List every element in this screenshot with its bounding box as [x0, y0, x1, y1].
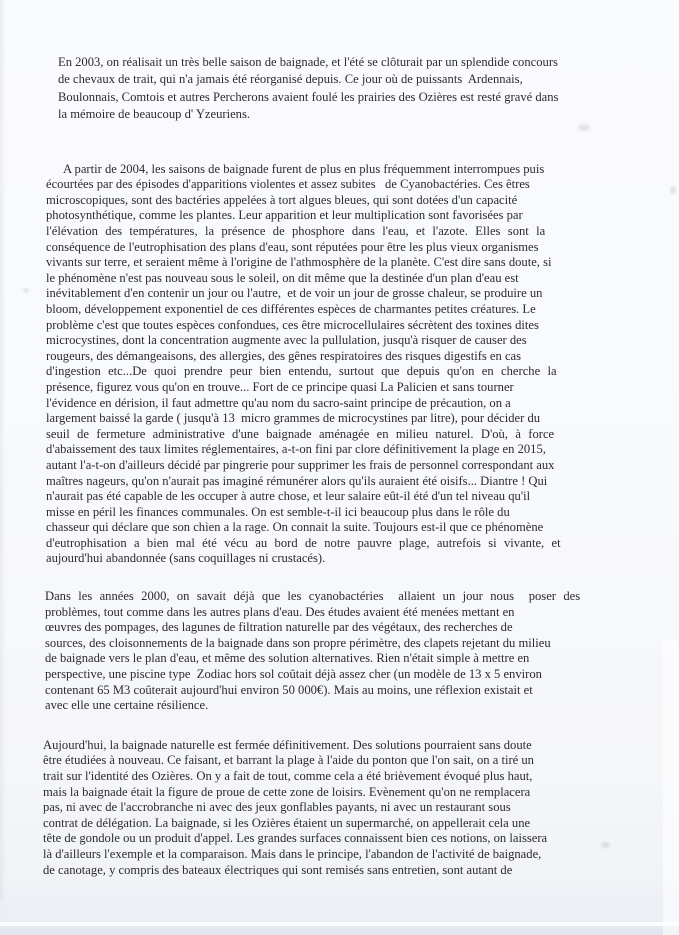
text-line: photosynthétique, comme les plantes. Leur apparition et leur multiplication sont favorisées par — [46, 208, 523, 223]
text-line: l'élévation des températures, la présence de phosphore dans l'eau, et l'azote. Elles sont la — [46, 224, 546, 238]
scan-right-edge-light — [663, 640, 679, 935]
text-line: d'ingestion etc...De quoi prendre peur bien entendu, surtout que depuis qu'on en cherche la — [46, 364, 557, 379]
text-line: avec elle une certaine résilience. — [45, 698, 209, 713]
text-line: inévitablement d'en contenir un jour ou l'autre, et de voir un jour de grosse chaleur, se produire un — [46, 286, 543, 301]
text-line: sources, des cloisonnements de la baignade dans son propre périmètre, des clapets rejetant du milieu — [45, 635, 551, 650]
paragraph-p2 — [46, 162, 637, 567]
document-text — [45, 54, 637, 878]
text-line: d'abaissement des taux limites réglementaires, a-t-on fini par clore définitivement la plage en 2015, — [46, 442, 546, 457]
text-line: bloom, développement exponentiel de ces différentes espèces de charmantes petites créatures. Le — [46, 301, 536, 316]
text-line: de canotage, y compris des bateaux électriques qui sont remisés sans entretien, sont autant de — [43, 862, 513, 877]
text-line: le phénomène n'est pas nouveau sous le soleil, on dit même que la destinée d'un plan d'eau est — [46, 270, 519, 285]
text-line: là d'ailleurs l'exemple et la comparaison. Mais dans le principe, l'abandon de l'activité de baignade, — [43, 846, 542, 861]
text-line: problème c'est que toutes espèces confondues, ces être microcellulaires sécrètent des toxines dites — [46, 317, 539, 332]
scan-smudge — [670, 186, 676, 194]
paragraph-p3 — [45, 589, 637, 714]
text-line: maîtres nageurs, qu'on n'aurait pas imaginé rémunérer alors qu'ils auraient été oisifs... Diantre ! Qui — [46, 473, 548, 488]
text-line: présence, figurez vous qu'on en trouve... Fort de ce principe quasi La Palicien et sans tourner — [46, 379, 514, 394]
text-line: microcystines, dont la concentration augmente avec la pullulation, jusqu'à risquer de causer des — [46, 333, 527, 348]
text-line: contrat de délégation. La baignade, si les Ozières étaient un supermarché, on appellerait cela une — [43, 815, 531, 830]
paragraph-p1 — [58, 54, 637, 124]
text-line: d'eutrophisation a bien mal été vécu au bord de notre pauvre plage, autrefois si vivante, et — [46, 535, 561, 550]
text-line: trait sur l'identité des Ozières. On y a fait de tout, comme cela a été brièvement évoqué plus haut, — [43, 769, 533, 783]
text-line: chasseur qui déclare que son chien a la rage. On connait la suite. Toujours est-il que ce phénomène — [46, 520, 544, 535]
text-line: de baignade vers le plan d'eau, et même des solution alternatives. Rien n'était simple à mettre en — [45, 651, 530, 666]
text-line: conséquence de l'eutrophisation des plans d'eau, sont réputées pour être les plus vieux organismes — [46, 239, 539, 254]
scan-bottom-edge — [0, 926, 679, 935]
text-line: la mémoire de beaucoup d' Yzeuriens. — [58, 107, 251, 122]
text-line: contenant 65 M3 coûterait aujourd'hui environ 50 000€). Mais au moins, une réflexion existait et — [45, 682, 533, 697]
text-line: autant l'a-t-on d'ailleurs décidé par pingrerie pour supprimer les frais de personnel correspondant aux — [46, 457, 555, 472]
text-line: Boulonnais, Comtois et autres Percherons avaient foulé les prairies des Ozières est resté gravé dans — [58, 89, 559, 104]
scan-bottom-band — [0, 900, 679, 922]
scan-smudge — [578, 124, 590, 131]
text-line: A partir de 2004, les saisons de baignade furent de plus en plus fréquemment interrompues puis — [63, 161, 545, 176]
text-line: pas, ni avec de l'accrobranche ni avec des jeux gonflables payants, ni avec un restaurant sous — [43, 800, 511, 815]
text-line: tête de gondole ou un produit d'appel. Les grandes surfaces connaissent bien ces notions, on laissera — [43, 831, 548, 846]
text-line: problèmes, tout comme dans les autres plans d'eau. Des études avaient été menées mettant en — [45, 604, 515, 619]
text-line: Aujourd'hui, la baignade naturelle est fermée définitivement. Des solutions pourraient sans doute — [43, 737, 532, 752]
text-line: écourtées par des épisodes d'apparitions violentes et assez subites de Cyanobactéries. Ces êtres — [46, 177, 530, 192]
text-line: mais la baignade était la figure de proue de cette zone de loisirs. Evènement qu'on ne remplacera — [43, 784, 531, 799]
text-line: aujourd'hui abandonnée (sans coquillages ni crustacés). — [46, 551, 326, 566]
text-line: microscopiques, sont des bactéries appelées à tort algues bleues, qui sont dotées d'un capacité — [46, 192, 518, 207]
scan-left-edge-shade — [0, 0, 6, 935]
text-line: Dans les années 2000, on savait déjà que les cyanobactéries allaient un jour nous poser des — [45, 589, 581, 604]
text-line: vivants sur terre, et seraient même à l'origine de l'athmosphère de la planète. C'est dire sans doute, si — [46, 255, 552, 270]
text-line: seuil de fermeture administrative d'une baignade aménagée en milieu naturel. D'où, à force — [46, 426, 555, 441]
text-line: largement baissé la garde ( jusqu'à 13 micro grammes de microcystines par litre), pour décider du — [46, 411, 541, 426]
text-line: rougeurs, des démangeaisons, des allergies, des gênes respiratoires des risques digestifs en cas — [46, 348, 522, 363]
scan-smudge — [23, 288, 29, 293]
paragraph-p4 — [43, 738, 637, 878]
scan-smudge — [601, 842, 610, 848]
text-line: misse en péril les finances communales. On est semble-t-il ici beaucoup plus dans le rôle du — [46, 504, 510, 519]
text-line: perspective, une piscine type Zodiac hors sol coûtait déjà assez cher (un modèle de 13 x 5 environ — [45, 667, 542, 682]
text-line: l'évidence en dérision, il faut admettre qu'au nom du sacro-saint principe de précaution, on a — [46, 395, 511, 410]
text-line: n'aurait pas été capable de les occuper à autre chose, et leur salaire eût-il été d'un tel niveau qu'il — [46, 489, 531, 504]
text-line: En 2003, on réalisait un très belle saison de baignade, et l'été se clôturait par un splendide concours — [58, 55, 558, 69]
text-line: œuvres des pompages, des lagunes de filtration naturelle par des végétaux, des recherches de — [45, 620, 513, 635]
text-line: être étudiées à nouveau. Ce faisant, et barrant la plage à l'aide du ponton que l'on sait, on a tiré un — [43, 753, 534, 768]
text-line: de chevaux de trait, qui n'a jamais été réorganisé depuis. Ce jour où de puissants Ardennais, — [58, 72, 523, 87]
